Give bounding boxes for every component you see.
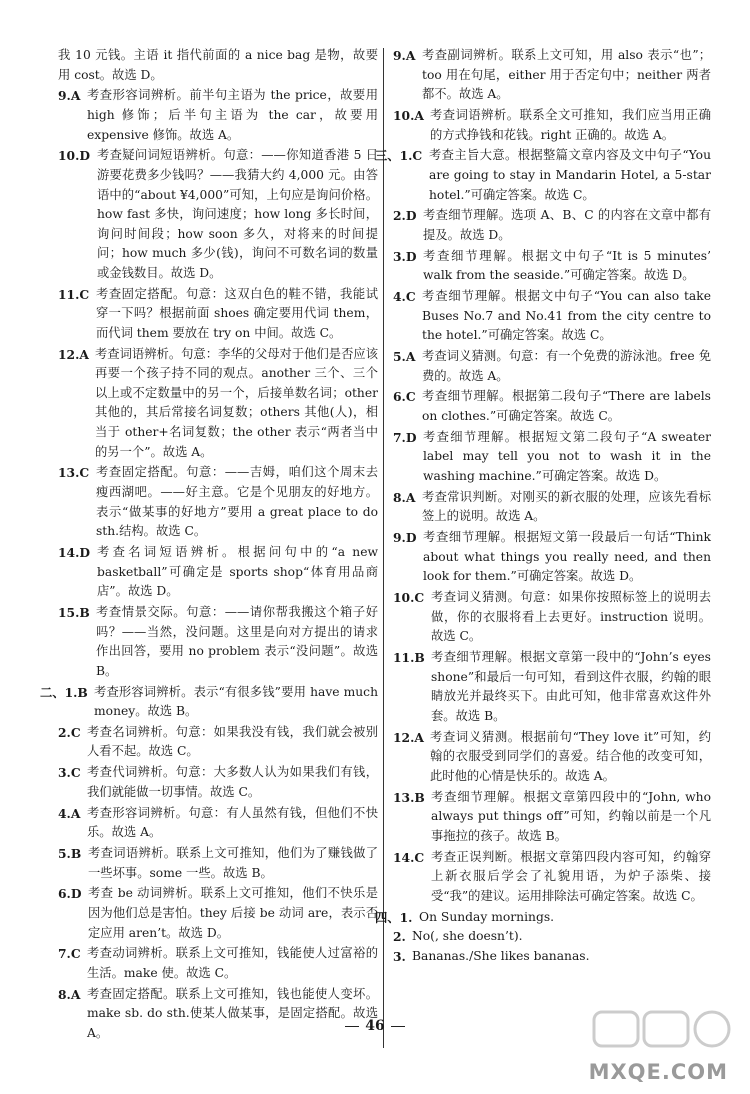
answer-text: 考查名词辨析。句意：如果我没有钱，我们就会被别人看不起。故选 C。 <box>87 724 378 759</box>
answer-item <box>393 488 711 527</box>
answer-label: 13.C <box>58 465 90 481</box>
answer-label: 5.B <box>58 846 82 861</box>
answer-label: 14.D <box>58 544 91 560</box>
answer-text: 考查形容词辨析。前半句主语为 the price，故要用 high 修饰；后半句主语为 the car，故要用 expensive 修饰。故选 A。 <box>87 88 378 142</box>
answer-item <box>58 844 378 883</box>
answer-text: 考查细节理解。根据文章第一段中的“John’s eyes shone”和最后一句可知，看到这件衣服，约翰的眼睛放光并最终买下。由此可知，他非常喜欢这件外套。故选 B。 <box>431 650 711 723</box>
answer-label: 9.D <box>393 530 417 546</box>
answer-label: 三、1.C <box>375 148 423 164</box>
watermark-box <box>644 1012 688 1046</box>
answer-item <box>393 528 711 587</box>
answer-item <box>58 463 378 541</box>
answer-text: 考查 be 动词辨析。联系上文可推知，他们不快乐是因为他们总是害怕。they 后接 be 动词 are，表示否定应用 aren’t。故选 D。 <box>88 886 378 940</box>
answer-label: 10.D <box>58 148 91 164</box>
answer-text: 考查代词辨析。句意：大多数人认为如果我们有钱，我们就能做一切事情。故选 C。 <box>87 765 378 799</box>
answer-item <box>58 763 378 802</box>
answer-text: 考查细节理解。根据短文第一段最后一句话“Think about what things you really need, and then look for them.”可确定答案。故选 D。 <box>423 530 711 584</box>
answer-label: 13.B <box>393 789 425 805</box>
answer-item <box>393 387 711 426</box>
answer-text: 考查细节理解。根据文章第四段中的“John, who always put things off”可知，约翰以前是一个凡事拖拉的孩子。故选 B。 <box>431 789 711 843</box>
answer-text: 考查常识判断。对刚买的新衣服的处理，应该先看标签上的说明。故选 A。 <box>422 489 711 524</box>
left-column <box>40 46 378 1045</box>
answer-item <box>393 788 711 847</box>
dash-left <box>345 1026 359 1027</box>
answer-label: 3.C <box>58 765 81 781</box>
answer-text: 考查副词辨析。联系上文可知，用 also 表示“也”；too 用在句尾，either 用于否定句中；neither 两者都不。故选 A。 <box>422 48 711 102</box>
answer-label: 4.C <box>393 289 416 305</box>
answer-item <box>58 345 378 463</box>
answer-item <box>58 86 378 145</box>
short-answer <box>393 947 711 967</box>
answer-text: 考查词义猜测。句意：有一个免费的游泳池。free 免费的。故选 A。 <box>422 349 711 383</box>
answer-text: 考查形容词辨析。表示“有很多钱”要用 have much money。故选 B。 <box>94 684 378 719</box>
answer-item <box>393 588 711 647</box>
answer-text: 考查疑问词短语辨析。句意：——你知道香港 5 日游要花费多少钱吗？——我猜大约 4,000 元。由答语中的“about ¥4,000”可知，上句应是询问价格。how fast 多快，询问速度；how long 多长时间，询问时间段；how soon 多久，对将来的时间提问；how much 多少(钱)，询问不可数名词的数量或金钱数目。故选 D。 <box>97 148 378 280</box>
answer-item <box>58 985 378 1044</box>
answer-item <box>393 287 711 346</box>
answer-label: 2.C <box>58 724 81 740</box>
answer-label: 7.C <box>58 946 81 962</box>
answer-text: 考查细节理解。根据文中句子“It is 5 minutes’ walk from the seaside.”可确定答案。故选 D。 <box>423 248 711 283</box>
answer-text: 考查形容词辨析。句意：有人虽然有钱，但他们不快乐。故选 A。 <box>87 805 378 840</box>
answer-text: 考查主旨大意。根据整篇文章内容及文中句子“You are going to stay in Mandarin Hotel, a 5-star hotel.”可确定答案。故选 C。 <box>429 148 711 202</box>
answer-item <box>58 285 378 344</box>
watermark-box <box>594 1012 638 1046</box>
answer-label: 4.A <box>58 805 81 821</box>
answer-text: 我 10 元钱。主语 it 指代前面的 a nice bag 是物，故要用 cost。故选 D。 <box>58 48 378 82</box>
answer-text: 考查动词辨析。联系上文可推知，钱能使人过富裕的生活。make 使。故选 C。 <box>87 946 378 980</box>
answer-text: 考查词义猜测。根据前句“They love it”可知，约翰的衣服受到同学们的喜爱。结合他的改变可知，此时他的心情是快乐的。故选 A。 <box>430 729 711 783</box>
answer-text: 考查词语辨析。句意：李华的父母对于他们是否应该再要一个孩子持不同的观点。another 三个、三个以上或不定数量中的另一个，后接单数名词；other 其他的，其后常接名词复数；others 其他(人)，相当于 other+名词复数；the other 表示“两者当中的另一个”。故选 A。 <box>95 346 378 459</box>
answer-text: No(, she doesn’t). <box>412 929 523 944</box>
answer-item <box>58 884 378 943</box>
watermark-circle <box>695 1012 729 1046</box>
answer-label: 14.C <box>393 849 425 865</box>
answer-item <box>393 106 711 145</box>
answer-item <box>393 247 711 286</box>
short-answer <box>375 908 711 928</box>
answer-item <box>58 944 378 983</box>
answer-text: Bananas./She likes bananas. <box>412 948 590 963</box>
answer-label: 四、1. <box>375 909 413 925</box>
right-column <box>375 46 711 966</box>
answer-item <box>58 603 378 681</box>
answer-label: 12.A <box>58 346 89 362</box>
answer-text: 考查细节理解。选项 A、B、C 的内容在文章中都有提及。故选 D。 <box>423 208 711 242</box>
answer-item <box>393 347 711 386</box>
column-divider <box>383 48 384 1048</box>
answer-text: 考查词义猜测。句意：如果你按照标签上的说明去做，你的衣服将看上去更好。instruction 说明。故选 C。 <box>431 590 711 644</box>
answer-item <box>40 683 378 722</box>
answer-label: 7.D <box>393 429 417 445</box>
answer-item <box>393 848 711 907</box>
answer-label: 10.C <box>393 590 425 606</box>
answer-label: 6.D <box>58 886 82 902</box>
answer-item <box>393 648 711 726</box>
answer-label: 二、1.B <box>40 684 88 700</box>
answer-item <box>393 428 711 487</box>
answer-label: 12.A <box>393 729 424 745</box>
answer-text: 考查名词短语辨析。根据问句中的“a new basketball”可确定是 sports shop“体育用品商店”。故选 D。 <box>97 544 378 599</box>
short-answer <box>393 927 711 947</box>
answer-label: 2.D <box>393 208 417 224</box>
answer-label: 5.A <box>393 349 416 365</box>
answer-item <box>58 146 378 283</box>
answer-label: 11.C <box>58 286 90 302</box>
answer-item <box>58 543 378 602</box>
answer-label: 6.C <box>393 389 416 405</box>
answer-label: 3. <box>393 948 406 964</box>
answer-item <box>58 804 378 843</box>
answer-label: 2. <box>393 929 406 945</box>
page-number-text: 46 <box>365 1018 385 1034</box>
answer-item <box>58 723 378 762</box>
answer-text: 考查细节理解。根据文中句子“You can also take Buses No.7 and No.41 from the city centre to the hotel.”可确定答案。故选 C。 <box>422 289 711 343</box>
answer-text: 考查细节理解。根据第二段句子“There are labels on clothes.”可确定答案。故选 C。 <box>422 389 711 423</box>
answer-item <box>393 728 711 787</box>
answer-text: 考查词语辨析。联系上文可推知，他们为了赚钱做了一些坏事。some 一些。故选 B。 <box>88 846 378 880</box>
answer-text: 考查正误判断。根据文章第四段内容可知，约翰穿上新衣服后学会了礼貌用语，为炉子添柴、接受“我”的建议。运用排除法可确定答案。故选 C。 <box>431 849 711 903</box>
answer-text: 考查细节理解。根据短文第二段句子“A sweater label may tell you not to wash it in the washing machine.”可确定答案。故选 D。 <box>423 429 711 483</box>
answer-label: 8.A <box>58 986 81 1002</box>
dash-right <box>391 1026 405 1027</box>
answer-text: 考查情景交际。句意：——请你帮我搬这个箱子好吗？——当然，没问题。这里是向对方提出的请求作出回答，要用 no problem 表示“没问题”。故选 B。 <box>96 604 378 678</box>
answer-item <box>393 206 711 245</box>
answer-label: 10.A <box>393 107 424 123</box>
answer-label: 15.B <box>58 604 90 620</box>
watermark-text: MXQE.COM <box>588 1060 728 1084</box>
answer-item <box>375 146 711 205</box>
answer-text: 考查固定搭配。句意：这双白色的鞋不错，我能试穿一下吗？根据前面 shoes 确定要用代词 them，而代词 them 要放在 try on 中间。故选 C。 <box>96 286 378 340</box>
answer-item <box>58 46 378 85</box>
answer-label: 3.D <box>393 248 417 264</box>
answer-text: 考查固定搭配。联系上文可推知，钱也能使人变坏。make sb. do sth.使某人做某事，是固定搭配。故选 A。 <box>87 986 378 1040</box>
answer-label: 9.A <box>58 88 81 104</box>
answer-text: 考查词语辨析。联系全文可推知，我们应当用正确的方式挣钱和花钱。right 正确的。故选 A。 <box>430 107 711 142</box>
answer-item <box>393 46 711 105</box>
answer-label: 9.A <box>393 48 416 63</box>
answer-label: 8.A <box>393 489 416 505</box>
answer-text: 考查固定搭配。句意：——吉姆，咱们这个周末去瘦西湖吧。——好主意。它是个见朋友的好地方。表示“做某事的好地方”要用 a great place to do sth.结构。故选 C。 <box>96 465 378 539</box>
answer-text: On Sunday mornings. <box>419 909 555 924</box>
answer-label: 11.B <box>393 650 425 666</box>
